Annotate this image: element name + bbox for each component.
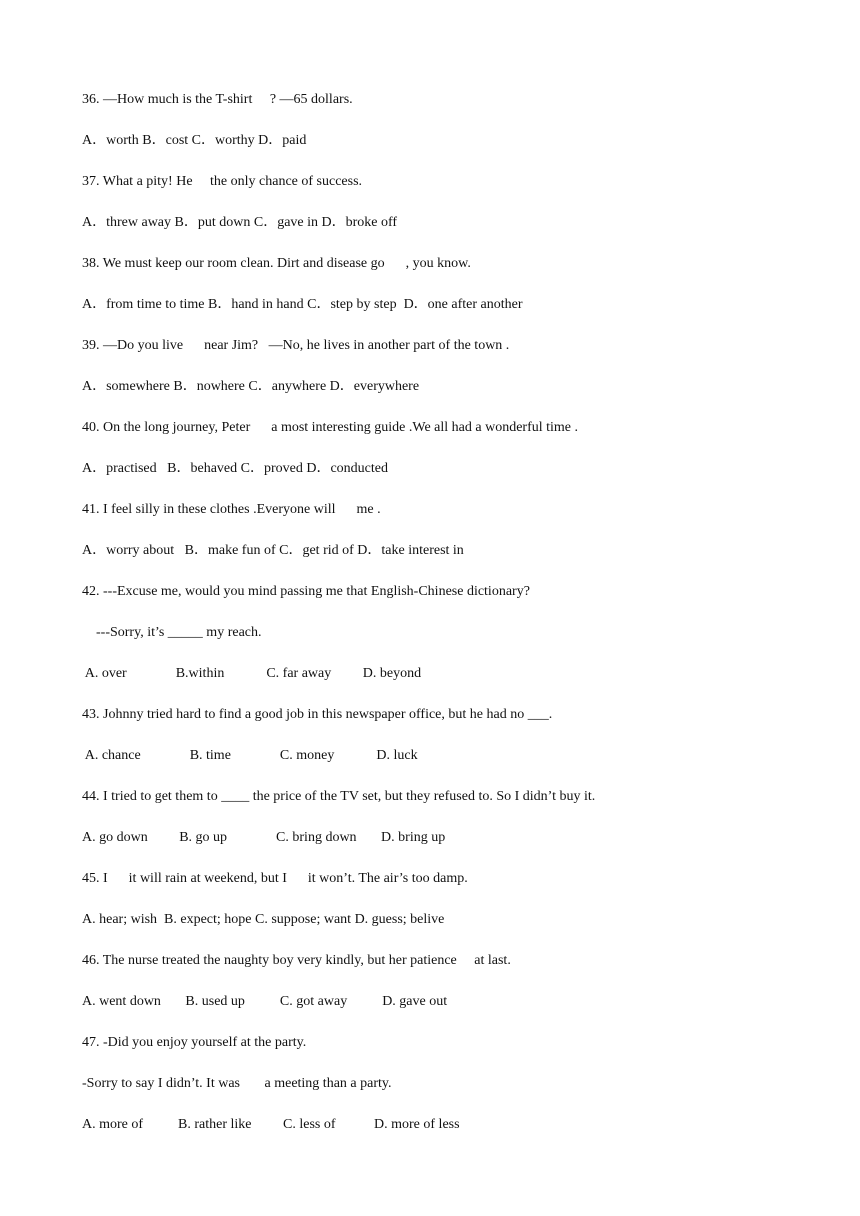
options-46: A. went down B. used up C. got away D. gave out	[82, 994, 448, 1009]
options-39: A．somewhere B．nowhere C．anywhere D．everywhere	[82, 379, 420, 394]
options-45: A. hear; wish B. expect; hope C. suppose; want D. guess; belive	[82, 912, 445, 927]
question-36: 36. —How much is the T-shirt ? —65 dollars.	[82, 92, 353, 107]
question-44: 44. I tried to get them to ____ the price of the TV set, but they refused to. So I didn’t buy it.	[82, 789, 596, 804]
options-44: A. go down B. go up C. bring down D. bring up	[82, 830, 446, 845]
question-46: 46. The nurse treated the naughty boy very kindly, but her patience at last.	[82, 953, 511, 968]
question-43: 43. Johnny tried hard to find a good job in this newspaper office, but he had no ___.	[82, 707, 553, 722]
question-38: 38. We must keep our room clean. Dirt and disease go , you know.	[82, 256, 471, 271]
options-47: A. more of B. rather like C. less of D. more of less	[82, 1117, 460, 1132]
question-42: 42. ---Excuse me, would you mind passing me that English-Chinese dictionary?	[82, 584, 530, 599]
question-47: 47. -Did you enjoy yourself at the party.	[82, 1035, 307, 1050]
options-42: A. over B.within C. far away D. beyond	[82, 666, 422, 681]
options-43: A. chance B. time C. money D. luck	[82, 748, 418, 763]
question-45: 45. I it will rain at weekend, but I it won’t. The air’s too damp.	[82, 871, 468, 886]
options-36: A．worth B．cost C．worthy D．paid	[82, 133, 307, 148]
question-41: 41. I feel silly in these clothes .Everyone will me .	[82, 502, 381, 517]
question-37: 37. What a pity! He the only chance of success.	[82, 174, 363, 189]
options-38: A．from time to time B．hand in hand C．step by step D．one after another	[82, 297, 523, 312]
question-42-reply: ---Sorry, it’s _____ my reach.	[82, 625, 262, 640]
options-41: A．worry about B．make fun of C．get rid of D．take interest in	[82, 543, 464, 558]
options-37: A．threw away B．put down C．gave in D．broke off	[82, 215, 398, 230]
options-40: A．practised B．behaved C．proved D．conducted	[82, 461, 388, 476]
question-47-reply: -Sorry to say I didn’t. It was a meeting than a party.	[82, 1076, 392, 1091]
question-39: 39. —Do you live near Jim? —No, he lives in another part of the town .	[82, 338, 510, 353]
question-40: 40. On the long journey, Peter a most interesting guide .We all had a wonderful time .	[82, 420, 579, 435]
